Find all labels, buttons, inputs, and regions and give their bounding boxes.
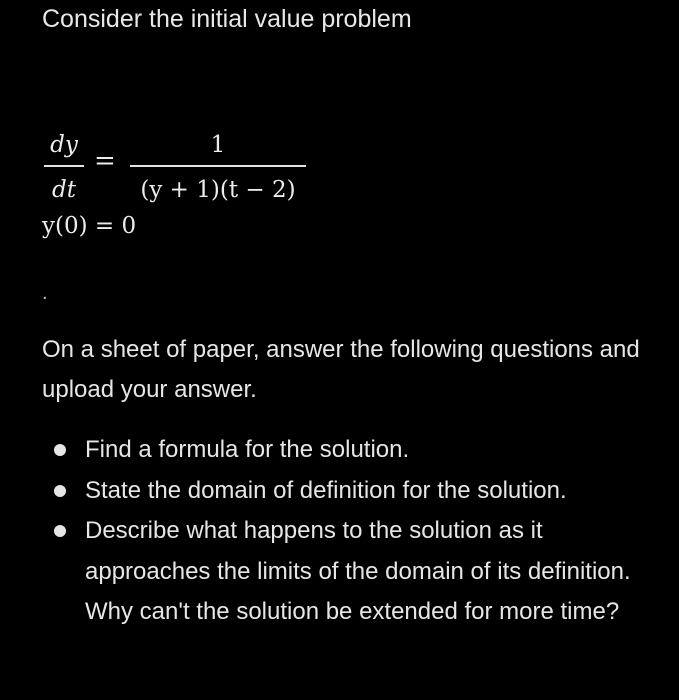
bullet-icon <box>54 485 66 497</box>
list-item <box>42 471 672 512</box>
list-item <box>42 511 672 633</box>
rhs-fraction <box>130 130 306 205</box>
question-text: Describe what happens to the solution as it approaches the limits of the domain of its definition. Why can't the solution be extended for more time? <box>85 517 631 625</box>
bullet-icon <box>54 444 66 456</box>
fraction-bar <box>130 165 306 167</box>
derivative-numerator: dy <box>50 132 78 158</box>
rhs-denominator: (y + 1)(t − 2) <box>140 177 296 203</box>
intro-text: Consider the initial value problem <box>42 5 412 33</box>
rhs-numerator: 1 <box>210 132 226 158</box>
fraction-bar <box>44 165 84 167</box>
derivative-fraction <box>44 130 84 205</box>
initial-condition: y(0) = 0 <box>42 213 137 239</box>
question-text: State the domain of definition for the solution. <box>85 476 567 504</box>
equals-sign: = <box>94 146 116 176</box>
question-text: Find a formula for the solution. <box>85 436 410 463</box>
derivative-denominator: dt <box>52 177 76 203</box>
list-item <box>42 430 672 471</box>
instructions-text: On a sheet of paper, answer the following questions and upload your answer. <box>42 336 640 403</box>
trailing-period: . <box>42 282 48 304</box>
question-list <box>42 430 672 633</box>
bullet-icon <box>54 525 66 537</box>
